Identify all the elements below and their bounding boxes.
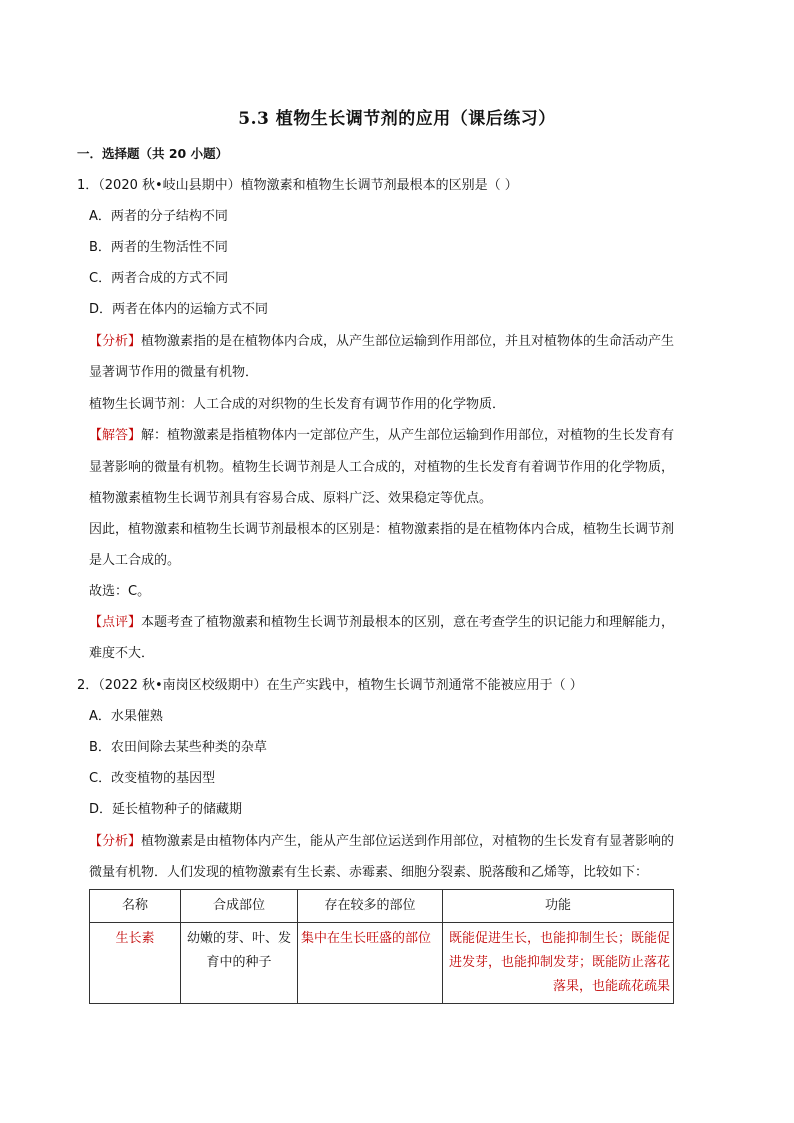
table-row bbox=[90, 923, 674, 1004]
question-1-answer-line-5: 是人工合成的。 bbox=[89, 553, 181, 568]
analysis-tag: 【分析】 bbox=[89, 334, 142, 349]
question-2-stem: 2．（2022 秋•南岗区校级期中）在生产实践中，植物生长调节剂通常不能被应用于（ ） bbox=[77, 678, 583, 693]
question-1-analysis: 【分析】植物激素指的是在植物体内合成，从产生部位运输到作用部位，并且对植物体的生命活动产生 bbox=[89, 334, 675, 349]
header-function: 功能 bbox=[443, 890, 674, 923]
question-2-analysis-line-2: 微量有机物．人们发现的植物激素有生长素、赤霉素、细胞分裂素、脱落酸和乙烯等，比较如下： bbox=[89, 865, 649, 880]
question-1-analysis-line-2: 显著调节作用的微量有机物． bbox=[89, 365, 259, 380]
question-1-answer-line-4: 因此，植物激素和植物生长调节剂最根本的区别是：植物激素指的是在植物体内合成，植物生长调节剂 bbox=[89, 522, 675, 537]
question-2-option-b: B．农田间除去某些种类的杂草 bbox=[89, 740, 267, 755]
question-1-comment-line-2: 难度不大． bbox=[89, 646, 155, 661]
question-1-comment: 【点评】本题考查了植物激素和植物生长调节剂最根本的区别，意在考查学生的识记能力和理解能力， bbox=[89, 615, 675, 630]
hormone-comparison-table bbox=[89, 889, 674, 1004]
question-1-option-d: D．两者在体内的运输方式不同 bbox=[89, 302, 269, 317]
question-1-option-b: B．两者的生物活性不同 bbox=[89, 240, 228, 255]
question-1-option-c: C．两者合成的方式不同 bbox=[89, 271, 229, 286]
question-2-option-c: C．改变植物的基因型 bbox=[89, 771, 216, 786]
cell-function: 既能促进生长，也能抑制生长；既能促 进发芽，也能抑制发芽；既能防止落花 落果，也能疏花疏果 bbox=[443, 923, 674, 1004]
section-heading: 一．选择题（共 20 小题） bbox=[77, 146, 229, 161]
question-1-answer-line-3: 植物激素植物生长调节剂具有容易合成、原料广泛、效果稳定等优点。 bbox=[89, 491, 493, 506]
header-name: 名称 bbox=[90, 890, 181, 923]
question-1-option-a: A．两者的分子结构不同 bbox=[89, 209, 228, 224]
question-2-option-d: D．延长植物种子的储藏期 bbox=[89, 802, 243, 817]
page-title: 5.3 植物生长调节剂的应用（课后练习） bbox=[238, 109, 556, 129]
cell-distribution: 集中在生长旺盛的部位 bbox=[298, 923, 443, 1004]
analysis-tag: 【分析】 bbox=[89, 834, 142, 849]
question-1-analysis-line-3: 植物生长调节剂：人工合成的对织物的生长发育有调节作用的化学物质． bbox=[89, 397, 506, 412]
header-distribution: 存在较多的部位 bbox=[298, 890, 443, 923]
header-synthesis-site: 合成部位 bbox=[181, 890, 298, 923]
question-2-option-a: A．水果催熟 bbox=[89, 709, 163, 724]
question-1-answer: 【解答】解：植物激素是指植物体内一定部位产生，从产生部位运输到作用部位，对植物的生长发育有 bbox=[89, 428, 675, 443]
table-header-row bbox=[90, 890, 674, 923]
cell-name: 生长素 bbox=[90, 923, 181, 1004]
cell-synthesis-site: 幼嫩的芽、叶、发 育中的种子 bbox=[181, 923, 298, 1004]
question-1-answer-line-2: 显著影响的微量有机物。植物生长调节剂是人工合成的，对植物的生长发育有着调节作用的化学物质， bbox=[89, 460, 675, 475]
question-1-stem: 1．（2020 秋•岐山县期中）植物激素和植物生长调节剂最根本的区别是（ ） bbox=[77, 178, 518, 193]
question-2-analysis: 【分析】植物激素是由植物体内产生，能从产生部位运送到作用部位，对植物的生长发育有显著影响的 bbox=[89, 834, 675, 849]
answer-tag: 【解答】 bbox=[89, 428, 142, 443]
comment-tag: 【点评】 bbox=[89, 615, 142, 630]
question-1-choice: 故选：C。 bbox=[89, 584, 151, 599]
